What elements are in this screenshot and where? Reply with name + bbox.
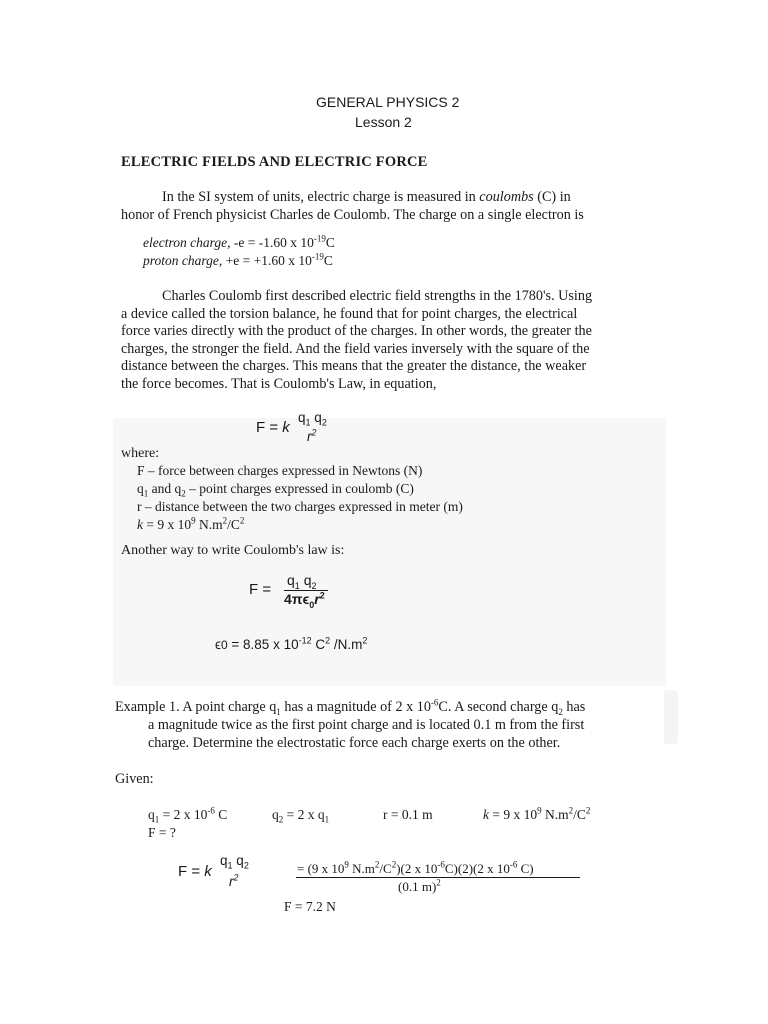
given-k: k = 9 x $10^9$ $N.m^2/C^2$	[483, 805, 591, 822]
example-line-3: charge. Determine the electrostatic force each charge exerts on the other.	[148, 735, 561, 751]
coulomb-line-3: force varies directly with the product of the charges. In other words, the greater the	[121, 323, 592, 339]
intro-line-1: In the SI system of units, electric charge is measured in coulombs (C) in	[162, 189, 571, 205]
coulomb-line-6: the force becomes. That is Coulomb's Law, in equation,	[121, 375, 437, 392]
coulomb-line-4: charges, the stronger the field. And the field varies inversely with the square of the	[121, 340, 590, 357]
example-line-2: a magnitude twice as the first point charge and is located 0.1 m from the first	[148, 717, 585, 733]
solution-denominator: (0.1 m)$^2$	[398, 877, 441, 894]
coulomb-formula-2-lhs: F =	[249, 581, 272, 598]
where-item-force: F – force between charges expressed in Newtons (N)	[137, 463, 423, 478]
electron-charge: electron charge, -e = -1.60 x $10^{-19}C$	[143, 233, 335, 250]
given-r: r = 0.1 m	[383, 807, 433, 822]
proton-charge: proton charge, +e = +1.60 x $10^{-19}C$	[143, 251, 333, 268]
coulomb-formula-numerator: $q_1$ $q_2$	[298, 410, 327, 428]
coulomb-formula-2-denominator: $4\pi\epsilon_0r^2$	[284, 590, 325, 610]
epsilon-constant: ϵ0 = 8.85 x $10^{-12}$ $C^2$ $/N.m^2$	[215, 635, 368, 652]
solution-formula-numerator: $q_1$ $q_2$	[220, 853, 249, 871]
side-scroll-marker	[664, 690, 678, 744]
coulomb-formula-lhs: F = k	[256, 419, 290, 436]
given-label: Given:	[115, 771, 154, 787]
coulomb-line-1: Charles Coulomb first described electric field strengths in the 1780's. Using	[162, 288, 593, 304]
where-label: where:	[121, 446, 160, 461]
coulomb-line-2: a device called the torsion balance, he found that for point charges, the electrical	[121, 305, 578, 322]
coulomb-formula-denominator: $r^2$	[307, 427, 317, 444]
given-f-unknown: F = ?	[148, 825, 176, 840]
given-q2: $q_2 = 2$ x $q_1$	[272, 807, 330, 825]
solution-result: F = 7.2 N	[284, 899, 336, 914]
solution-formula-denominator: $r^2$	[229, 872, 239, 889]
coulomb-line-5: distance between the charges. This means that the greater the distance, the weaker	[121, 358, 587, 374]
given-q1: $q_1 = 2$ x $10^{-6}$ C	[148, 805, 228, 825]
solution-formula-lhs: F = k	[178, 863, 212, 880]
where-item-charges: $q_1$ and $q_2$ – point charges expressed in coulomb (C)	[137, 481, 414, 499]
coulomb-formula-2-numerator: $q_1$ $q_2$	[287, 572, 317, 591]
section-title: ELECTRIC FIELDS AND ELECTRIC FORCE	[121, 154, 428, 170]
where-item-k: k = 9 x $10^9$ $N.m^2/C^2$	[137, 515, 245, 532]
intro-line-2: honor of French physicist Charles de Coulomb. The charge on a single electron is	[121, 207, 584, 223]
lesson-number: Lesson 2	[355, 114, 412, 130]
where-item-distance: r – distance between the two charges expressed in meter (m)	[137, 499, 463, 514]
example-line-1: Example 1. A point charge $q_1$ has a magnitude of 2 x $10^{-6}C$. A second charge $q_2$ has	[115, 697, 586, 717]
another-way-text: Another way to write Coulomb's law is:	[121, 543, 345, 558]
course-title: GENERAL PHYSICS 2	[316, 94, 460, 110]
solution-numerator: = (9 x $10^9$ $N.m^2/C^2)(2$ x $10^{-6}C)(2)(2$ x $10^{-6}$ C)	[297, 859, 534, 876]
